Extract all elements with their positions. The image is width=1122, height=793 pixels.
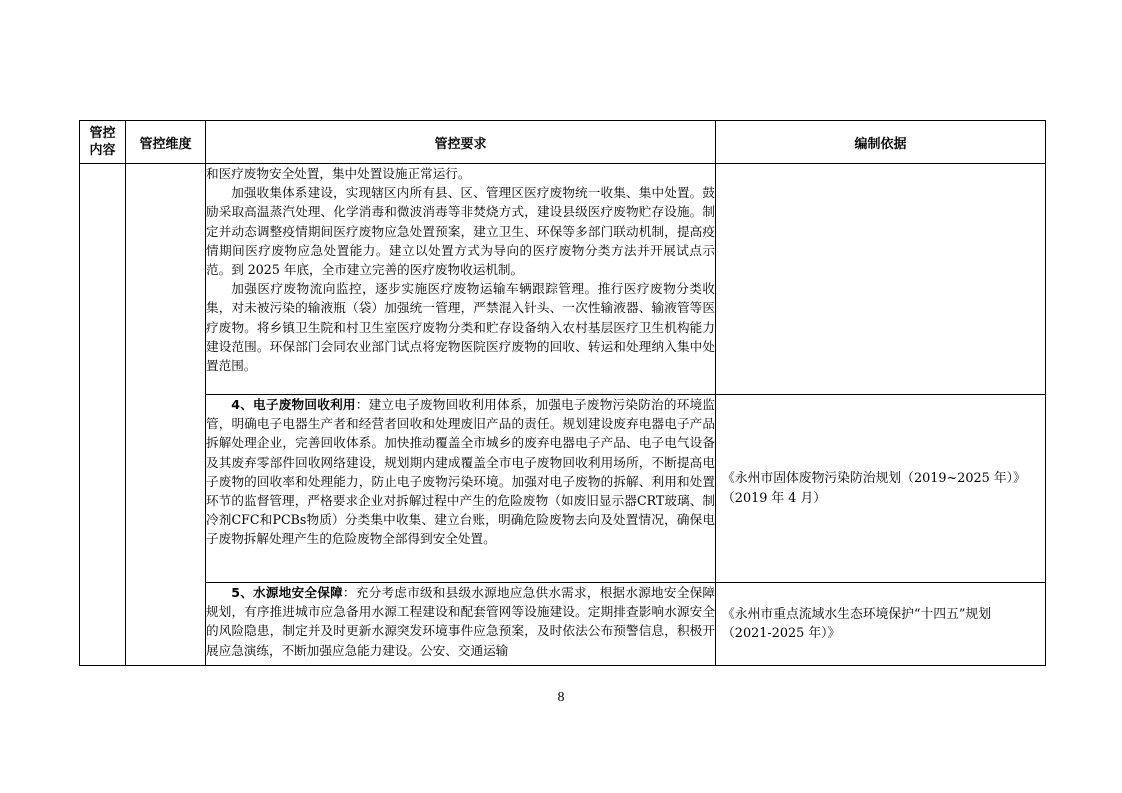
- header-control-content: [80, 121, 126, 164]
- requirement-paragraph: [206, 395, 715, 549]
- basis-title: 《永州市固体废物污染防治规划（2019~2025 年）》: [722, 471, 1026, 487]
- requirement-paragraph: [206, 583, 715, 660]
- header-control-content-line2: 内容: [89, 143, 116, 158]
- control-content-cell: [80, 164, 126, 666]
- header-control-requirements: 管控要求: [206, 121, 716, 164]
- requirements-cell-water-source: [206, 583, 716, 666]
- page-number: 8: [557, 690, 565, 705]
- header-control-content-line1: 管控: [89, 126, 116, 141]
- basis-title: 《永州市重点流域水生态环境保护“十四五”规划: [722, 606, 992, 622]
- requirement-text: ：建立电子废物回收利用体系，加强电子废物污染防治的环境监管，明确电子电器生产者和经营者回收和处理废旧产品的责任。规划建设废弃电器电子产品拆解处理企业，完善回收体系。加快推动覆盖全市城乡的废弃电器电子产品、电子电气设备及其废弃零部件回收网络建设，规划期内建成覆盖全市电子废物回收利用场所，不断提高电子废物的回收率和处理能力，防止电子废物污染环境。加强对电子废物的拆解、利用和处置环节的监督管理，严格要求企业对拆解过程中产生的危险废物（如废旧显示器CRT玻璃、制冷剂CFC和PCBs物质）分类集中收集、建立台账，明确危险废物去向及处置情况，确保电子废物拆解处理产生的危险废物全部得到安全处置。: [206, 397, 715, 547]
- control-dimension-cell: [126, 164, 206, 666]
- requirement-keyword: 5、水源地安全保障: [231, 585, 343, 600]
- table-row: [80, 164, 1046, 395]
- requirement-paragraph: 加强收集体系建设，实现辖区内所有县、区、管理区医疗废物统一收集、集中处置。鼓励采取高温蒸汽处理、化学消毒和微波消毒等非焚烧方式，建设县级医疗废物贮存设施。制定并动态调整疫情期间医疗废物应急处置预案，建立卫生、环保等多部门联动机制，提高疫情期间医疗废物应急处置能力。建立以处置方式为导向的医疗废物分类方法并开展试点示范。到 2025 年底，全市建立完善的医疗废物收运机制。: [206, 185, 715, 278]
- basis-cell-empty: [716, 164, 1046, 395]
- requirement-keyword: 4、电子废物回收利用: [231, 397, 356, 412]
- basis-cell-solid-waste-plan: [716, 395, 1046, 583]
- requirement-paragraph: 加强医疗废物流向监控，逐步实施医疗废物运输车辆跟踪管理。推行医疗废物分类收集，对未被污染的输液瓶（袋）加强统一管理，严禁混入针头、一次性输液器、输液管等医疗废物。将乡镇卫生院和村卫生室医疗废物分类和贮存设备纳入农村基层医疗卫生机构能力建设范围。环保部门会同农业部门试点将宠物医院医疗废物的回收、转运和处理纳入集中处置范围。: [206, 281, 715, 374]
- basis-cell-water-eco-plan: [716, 583, 1046, 666]
- requirement-paragraph: 和医疗废物安全处置，集中处置设施正常运行。: [206, 166, 471, 181]
- basis-date: （2019 年 4 月）: [722, 490, 827, 506]
- table-row: [80, 395, 1046, 583]
- basis-date: （2021-2025 年）》: [722, 626, 841, 641]
- table-row: [80, 583, 1046, 666]
- requirements-cell-e-waste: [206, 395, 716, 583]
- header-row: [80, 121, 1046, 164]
- header-control-dimension: 管控维度: [126, 121, 206, 164]
- requirement-text: ：充分考虑市级和县级水源地应急供水需求，根据水源地安全保障规划，有序推进城市应急备用水源工程建设和配套管网等设施建设。定期排查影响水源安全的风险隐患，制定并及时更新水源突发环境事件应急预案，及时依法公布预警信息，积极开展应急演练，不断加强应急能力建设。公安、交通运输: [206, 585, 716, 658]
- header-compilation-basis: 编制依据: [716, 121, 1046, 164]
- control-requirements-table: [79, 120, 1046, 666]
- requirements-cell-medical-waste: [206, 164, 716, 395]
